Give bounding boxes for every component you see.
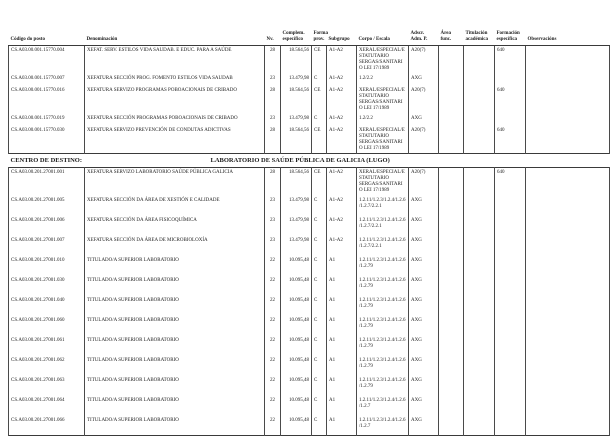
cell-complemento-especifico: 13.479,98 xyxy=(281,114,312,126)
cell-corpo-escala: 1.2.11/1.2.3/1.2.4/1.2.6/1.2.7/2.2.1 xyxy=(357,216,409,236)
cell-area-funcional xyxy=(439,46,464,74)
cell-formacion-especifica: 640 xyxy=(495,46,526,74)
cell-nivel: 22 xyxy=(265,296,281,316)
cell-codigo-posto: CS.A03.00.001.15770.019 xyxy=(9,114,85,126)
cell-forma-provision: C xyxy=(312,416,327,436)
cell-observacions xyxy=(526,74,610,86)
cell-nivel: 28 xyxy=(265,168,281,196)
table-row xyxy=(9,216,610,236)
cell-nivel: 28 xyxy=(265,126,281,154)
cell-area-funcional xyxy=(439,126,464,154)
cell-formacion-especifica xyxy=(495,416,526,436)
cell-denominacion: TITULADO/A SUPERIOR LABORATORIO xyxy=(85,396,265,416)
cell-complemento-especifico: 18.564,56 xyxy=(281,126,312,154)
cell-denominacion: TITULADO/A SUPERIOR LABORATORIO xyxy=(85,376,265,396)
cell-denominacion: XEFATURA SERVIZO LABORATORIO SAÚDE PÚBLICA GALICIA xyxy=(85,168,265,196)
cell-codigo-posto: CS.A03.00.201.27001.030 xyxy=(9,276,85,296)
cell-codigo-posto: CS.A03.00.201.27001.062 xyxy=(9,356,85,376)
cell-forma-provision: CE xyxy=(312,126,327,154)
table-row xyxy=(9,114,610,126)
cell-nivel: 23 xyxy=(265,114,281,126)
cell-titulacion-academica xyxy=(464,114,495,126)
table-row xyxy=(9,126,610,154)
cell-area-funcional xyxy=(439,336,464,356)
cell-observacions xyxy=(526,396,610,416)
cell-adscricion-adm: AXG xyxy=(409,196,439,216)
cell-observacions xyxy=(526,126,610,154)
cell-subgrupo: A1-A2 xyxy=(327,74,357,86)
cell-forma-provision: C xyxy=(312,114,327,126)
cell-area-funcional xyxy=(439,296,464,316)
cell-codigo-posto: CS.A03.00.201.27001.005 xyxy=(9,196,85,216)
cell-observacions xyxy=(526,336,610,356)
col-header-nivel: Nv. xyxy=(265,24,281,46)
cell-denominacion: TITULADO/A SUPERIOR LABORATORIO xyxy=(85,276,265,296)
col-header-complemento: Complem. específico xyxy=(281,24,312,46)
cell-subgrupo: A1 xyxy=(327,276,357,296)
cell-codigo-posto: CS.A03.00.001.15770.016 xyxy=(9,86,85,114)
cell-area-funcional xyxy=(439,276,464,296)
cell-forma-provision: C xyxy=(312,296,327,316)
cell-observacions xyxy=(526,316,610,336)
cell-formacion-especifica xyxy=(495,196,526,216)
cell-adscricion-adm: A20(7) xyxy=(409,126,439,154)
table-row xyxy=(9,276,610,296)
cell-subgrupo: A1 xyxy=(327,296,357,316)
table-row xyxy=(9,196,610,216)
cell-subgrupo: A1 xyxy=(327,336,357,356)
cell-corpo-escala: 1.2.11/1.2.3/1.2.4/1.2.6/1.2.7/2.2.1 xyxy=(357,236,409,256)
cell-formacion-especifica xyxy=(495,396,526,416)
cell-titulacion-academica xyxy=(464,216,495,236)
cell-forma-provision: C xyxy=(312,356,327,376)
cell-forma-provision: C xyxy=(312,276,327,296)
cell-complemento-especifico: 18.564,56 xyxy=(281,86,312,114)
cell-corpo-escala: 1.2.11/1.2.3/1.2.4/1.2.6/1.2.79 xyxy=(357,316,409,336)
cell-area-funcional xyxy=(439,74,464,86)
cell-codigo-posto: CS.A03.00.201.27001.063 xyxy=(9,376,85,396)
cell-adscricion-adm: AXG xyxy=(409,316,439,336)
cell-denominacion: XEFATURA SERVIZO PROGRAMAS POBOACIONAIS DE CRIBADO xyxy=(85,86,265,114)
cell-nivel: 28 xyxy=(265,86,281,114)
cell-complemento-especifico: 10.095,48 xyxy=(281,356,312,376)
col-header-formacion: Formación específica xyxy=(495,24,526,46)
cell-corpo-escala: 1.2/2.2 xyxy=(357,114,409,126)
col-header-observacions: Observacións xyxy=(526,24,610,46)
cell-observacions xyxy=(526,46,610,74)
cell-titulacion-academica xyxy=(464,336,495,356)
cell-titulacion-academica xyxy=(464,416,495,436)
cell-complemento-especifico: 13.479,98 xyxy=(281,74,312,86)
cell-titulacion-academica xyxy=(464,276,495,296)
cell-observacions xyxy=(526,196,610,216)
table-row xyxy=(9,356,610,376)
cell-formacion-especifica xyxy=(495,296,526,316)
cell-denominacion: TITULADO/A SUPERIOR LABORATORIO xyxy=(85,356,265,376)
cell-subgrupo: A1-A2 xyxy=(327,126,357,154)
cell-formacion-especifica xyxy=(495,216,526,236)
cell-adscricion-adm: AXG xyxy=(409,336,439,356)
cell-corpo-escala: 1.2/2.2 xyxy=(357,74,409,86)
centro-de-destino-line xyxy=(9,157,610,165)
cell-formacion-especifica xyxy=(495,356,526,376)
cell-forma-provision: CE xyxy=(312,86,327,114)
cell-complemento-especifico: 10.095,48 xyxy=(281,256,312,276)
cell-nivel: 22 xyxy=(265,416,281,436)
cell-denominacion: TITULADO/A SUPERIOR LABORATORIO xyxy=(85,336,265,356)
cell-complemento-especifico: 13.479,98 xyxy=(281,216,312,236)
table-row xyxy=(9,168,610,196)
centro-de-destino-label: CENTRO DE DESTINO: xyxy=(10,157,83,164)
cell-adscricion-adm: AXG xyxy=(409,296,439,316)
cell-forma-provision: C xyxy=(312,256,327,276)
table-row xyxy=(9,46,610,74)
cell-codigo-posto: CS.A03.00.201.27001.060 xyxy=(9,316,85,336)
cell-adscricion-adm: AXG xyxy=(409,256,439,276)
cell-denominacion: XEFATURA SECCIÓN DA ÁREA DE XESTIÓN E CALIDADE xyxy=(85,196,265,216)
cell-observacions xyxy=(526,86,610,114)
cell-complemento-especifico: 10.095,48 xyxy=(281,396,312,416)
cell-area-funcional xyxy=(439,196,464,216)
cell-adscricion-adm: AXG xyxy=(409,356,439,376)
cell-subgrupo: A1 xyxy=(327,356,357,376)
cell-forma-provision: C xyxy=(312,216,327,236)
cell-area-funcional xyxy=(439,236,464,256)
cell-titulacion-academica xyxy=(464,396,495,416)
cell-observacions xyxy=(526,216,610,236)
table-row xyxy=(9,236,610,256)
cell-observacions xyxy=(526,296,610,316)
cell-nivel: 22 xyxy=(265,376,281,396)
cell-complemento-especifico: 10.095,48 xyxy=(281,376,312,396)
cell-adscricion-adm: AXG xyxy=(409,376,439,396)
section-2-rows xyxy=(9,168,610,436)
cell-nivel: 22 xyxy=(265,336,281,356)
cell-forma-provision: C xyxy=(312,74,327,86)
cell-titulacion-academica xyxy=(464,376,495,396)
table-row xyxy=(9,416,610,436)
cell-observacions xyxy=(526,276,610,296)
cell-corpo-escala: XERAL/ESPECIAL/ESTATUTARIO SERGAS/SANITARIO LEI 17/1989 xyxy=(357,168,409,196)
cell-codigo-posto: CS.A03.00.201.27001.066 xyxy=(9,416,85,436)
cell-titulacion-academica xyxy=(464,296,495,316)
cell-observacions xyxy=(526,416,610,436)
cell-complemento-especifico: 18.564,56 xyxy=(281,46,312,74)
cell-titulacion-academica xyxy=(464,126,495,154)
cell-corpo-escala: XERAL/ESPECIAL/ESTATUTARIO SERGAS/SANITARIO LEI 17/1989 xyxy=(357,46,409,74)
cell-denominacion: XEFATURA SECCIÓN DA ÁREA FISICOQUÍMICA xyxy=(85,216,265,236)
cell-formacion-especifica xyxy=(495,376,526,396)
cell-denominacion: XEFATURA SECCIÓN PROGRAMAS POBOACIONAIS DE CRIBADO xyxy=(85,114,265,126)
cell-subgrupo: A1 xyxy=(327,396,357,416)
cell-forma-provision: CE xyxy=(312,46,327,74)
cell-corpo-escala: 1.2.11/1.2.3/1.2.4/1.2.6/1.2.7/2.2.1 xyxy=(357,196,409,216)
cell-complemento-especifico: 13.479,98 xyxy=(281,236,312,256)
cell-complemento-especifico: 10.095,48 xyxy=(281,336,312,356)
cell-corpo-escala: 1.2.11/1.2.3/1.2.4/1.2.6/1.2.7 xyxy=(357,396,409,416)
cell-formacion-especifica xyxy=(495,236,526,256)
cell-observacions xyxy=(526,114,610,126)
cell-forma-provision: C xyxy=(312,196,327,216)
cell-codigo-posto: CS.A03.00.201.27001.010 xyxy=(9,256,85,276)
cell-subgrupo: A1 xyxy=(327,376,357,396)
cell-denominacion: XEFATURA SECCIÓN PROG. FOMENTO ESTILOS VIDA SAUDAB xyxy=(85,74,265,86)
cell-area-funcional xyxy=(439,316,464,336)
centro-de-destino-value: LABORATORIO DE SAÚDE PÚBLICA DE GALICIA (LUGO) xyxy=(210,157,390,164)
section-1-rows xyxy=(9,46,610,154)
cell-corpo-escala: 1.2.11/1.2.3/1.2.4/1.2.6/1.2.79 xyxy=(357,296,409,316)
cell-adscricion-adm: A20(7) xyxy=(409,168,439,196)
cell-complemento-especifico: 10.095,48 xyxy=(281,296,312,316)
cell-corpo-escala: 1.2.11/1.2.3/1.2.4/1.2.6/1.2.79 xyxy=(357,276,409,296)
cell-titulacion-academica xyxy=(464,74,495,86)
table-row xyxy=(9,336,610,356)
col-header-codigo: Código do posto xyxy=(9,24,85,46)
table-row xyxy=(9,376,610,396)
centro-de-destino-divider xyxy=(9,154,610,168)
cell-corpo-escala: XERAL/ESPECIAL/ESTATUTARIO SERGAS/SANITARIO LEI 17/1989 xyxy=(357,126,409,154)
cell-codigo-posto: CS.A03.00.201.27001.001 xyxy=(9,168,85,196)
cell-adscricion-adm: AXG xyxy=(409,396,439,416)
table-header xyxy=(9,24,610,46)
cell-formacion-especifica xyxy=(495,276,526,296)
cell-complemento-especifico: 10.095,48 xyxy=(281,276,312,296)
cell-adscricion-adm: AXG xyxy=(409,216,439,236)
cell-formacion-especifica xyxy=(495,256,526,276)
cell-subgrupo: A1-A2 xyxy=(327,86,357,114)
cell-complemento-especifico: 18.564,56 xyxy=(281,168,312,196)
cell-subgrupo: A1-A2 xyxy=(327,216,357,236)
cell-area-funcional xyxy=(439,356,464,376)
col-header-subgrupo: Subgrupo xyxy=(327,24,357,46)
cell-area-funcional xyxy=(439,114,464,126)
cell-denominacion: TITULADO/A SUPERIOR LABORATORIO xyxy=(85,256,265,276)
cell-subgrupo: A1-A2 xyxy=(327,196,357,216)
cell-nivel: 28 xyxy=(265,46,281,74)
cell-observacions xyxy=(526,256,610,276)
cell-formacion-especifica xyxy=(495,316,526,336)
cell-corpo-escala: 1.2.11/1.2.3/1.2.4/1.2.6/1.2.7 xyxy=(357,416,409,436)
cell-adscricion-adm: AXG xyxy=(409,74,439,86)
col-header-area-funcional: Área func. xyxy=(439,24,464,46)
table-row xyxy=(9,296,610,316)
cell-titulacion-academica xyxy=(464,168,495,196)
cell-denominacion: TITULADO/A SUPERIOR LABORATORIO xyxy=(85,316,265,336)
cell-corpo-escala: 1.2.11/1.2.3/1.2.4/1.2.6/1.2.79 xyxy=(357,336,409,356)
cell-adscricion-adm: AXG xyxy=(409,416,439,436)
cell-titulacion-academica xyxy=(464,196,495,216)
cell-area-funcional xyxy=(439,168,464,196)
cell-nivel: 22 xyxy=(265,396,281,416)
table-row xyxy=(9,316,610,336)
positions-table xyxy=(8,24,610,436)
cell-nivel: 23 xyxy=(265,236,281,256)
cell-area-funcional xyxy=(439,216,464,236)
cell-formacion-especifica xyxy=(495,114,526,126)
cell-subgrupo: A1-A2 xyxy=(327,46,357,74)
cell-observacions xyxy=(526,168,610,196)
cell-codigo-posto: CS.A03.00.001.15770.004 xyxy=(9,46,85,74)
col-header-adscricion: Adscr. Adm. P. xyxy=(409,24,439,46)
table-row xyxy=(9,396,610,416)
cell-subgrupo: A1-A2 xyxy=(327,114,357,126)
cell-adscricion-adm: AXG xyxy=(409,276,439,296)
cell-adscricion-adm: A20(7) xyxy=(409,46,439,74)
col-header-titulacion: Titulación académica xyxy=(464,24,495,46)
cell-codigo-posto: CS.A03.00.001.15770.030 xyxy=(9,126,85,154)
cell-codigo-posto: CS.A03.00.201.27001.007 xyxy=(9,236,85,256)
cell-forma-provision: C xyxy=(312,336,327,356)
cell-area-funcional xyxy=(439,376,464,396)
cell-nivel: 22 xyxy=(265,276,281,296)
cell-nivel: 23 xyxy=(265,216,281,236)
cell-formacion-especifica: 640 xyxy=(495,126,526,154)
cell-subgrupo: A1 xyxy=(327,316,357,336)
col-header-denominacion: Denominación xyxy=(85,24,265,46)
col-header-forma-prov: Forma prov. xyxy=(312,24,327,46)
cell-corpo-escala: XERAL/ESPECIAL/ESTATUTARIO SERGAS/SANITARIO LEI 17/1989 xyxy=(357,86,409,114)
cell-subgrupo: A1-A2 xyxy=(327,168,357,196)
cell-observacions xyxy=(526,236,610,256)
cell-nivel: 22 xyxy=(265,356,281,376)
cell-adscricion-adm: A20(7) xyxy=(409,86,439,114)
col-header-corpo-escala: Corpo / Escala xyxy=(357,24,409,46)
cell-adscricion-adm: AXG xyxy=(409,114,439,126)
cell-observacions xyxy=(526,356,610,376)
cell-nivel: 23 xyxy=(265,74,281,86)
cell-area-funcional xyxy=(439,416,464,436)
cell-nivel: 22 xyxy=(265,316,281,336)
cell-subgrupo: A1 xyxy=(327,256,357,276)
cell-area-funcional xyxy=(439,86,464,114)
cell-titulacion-academica xyxy=(464,86,495,114)
cell-complemento-especifico: 10.095,48 xyxy=(281,416,312,436)
cell-adscricion-adm: AXG xyxy=(409,236,439,256)
cell-denominacion: TITULADO/A SUPERIOR LABORATORIO xyxy=(85,416,265,436)
cell-corpo-escala: 1.2.11/1.2.3/1.2.4/1.2.6/1.2.79 xyxy=(357,356,409,376)
cell-titulacion-academica xyxy=(464,356,495,376)
cell-nivel: 22 xyxy=(265,256,281,276)
cell-nivel: 23 xyxy=(265,196,281,216)
cell-formacion-especifica xyxy=(495,74,526,86)
cell-codigo-posto: CS.A03.00.001.15770.007 xyxy=(9,74,85,86)
cell-subgrupo: A1 xyxy=(327,416,357,436)
cell-forma-provision: C xyxy=(312,376,327,396)
cell-codigo-posto: CS.A03.00.201.27001.061 xyxy=(9,336,85,356)
table-row xyxy=(9,74,610,86)
cell-forma-provision: CE xyxy=(312,168,327,196)
cell-denominacion: XEFAT. SERV. ESTILOS VIDA SAUDAB. E EDUC. PARA A SAÚDE xyxy=(85,46,265,74)
cell-titulacion-academica xyxy=(464,316,495,336)
table-row xyxy=(9,256,610,276)
cell-codigo-posto: CS.A03.00.201.27001.064 xyxy=(9,396,85,416)
cell-complemento-especifico: 13.479,98 xyxy=(281,196,312,216)
cell-area-funcional xyxy=(439,396,464,416)
cell-corpo-escala: 1.2.11/1.2.3/1.2.4/1.2.6/1.2.79 xyxy=(357,376,409,396)
cell-formacion-especifica: 640 xyxy=(495,86,526,114)
cell-observacions xyxy=(526,376,610,396)
cell-codigo-posto: CS.A03.00.201.27001.006 xyxy=(9,216,85,236)
cell-forma-provision: C xyxy=(312,396,327,416)
cell-denominacion: TITULADO/A SUPERIOR LABORATORIO xyxy=(85,296,265,316)
cell-subgrupo: A1-A2 xyxy=(327,236,357,256)
cell-titulacion-academica xyxy=(464,46,495,74)
cell-titulacion-academica xyxy=(464,256,495,276)
cell-area-funcional xyxy=(439,256,464,276)
cell-denominacion: XEFATURA SERVIZO PREVENCIÓN DE CONDUTAS ADICTIVAS xyxy=(85,126,265,154)
cell-denominacion: XEFATURA SECCIÓN DA ÁREA DE MICROBIOLOXÍA xyxy=(85,236,265,256)
cell-complemento-especifico: 10.095,48 xyxy=(281,316,312,336)
cell-formacion-especifica: 640 xyxy=(495,168,526,196)
cell-forma-provision: C xyxy=(312,316,327,336)
cell-forma-provision: C xyxy=(312,236,327,256)
cell-corpo-escala: 1.2.11/1.2.3/1.2.4/1.2.6/1.2.79 xyxy=(357,256,409,276)
cell-codigo-posto: CS.A03.00.201.27001.040 xyxy=(9,296,85,316)
cell-formacion-especifica xyxy=(495,336,526,356)
table-row xyxy=(9,86,610,114)
cell-titulacion-academica xyxy=(464,236,495,256)
